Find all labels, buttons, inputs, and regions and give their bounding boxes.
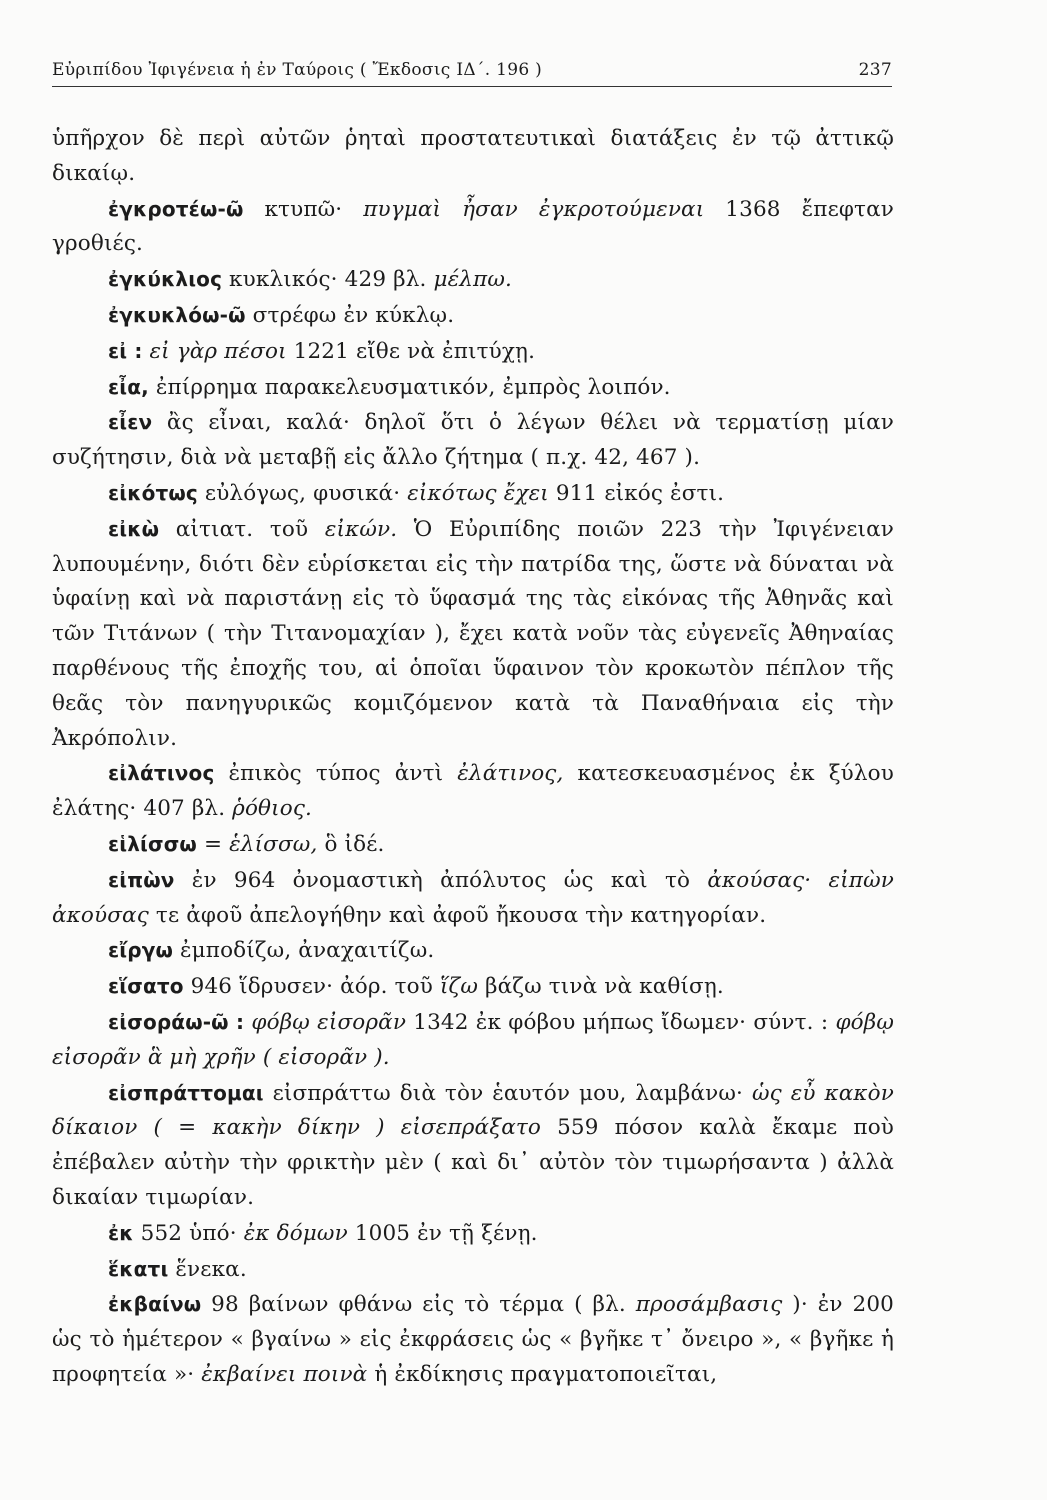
quoted-text: εἰ γὰρ πέσοι bbox=[149, 338, 287, 364]
quoted-text: προσάμβασις bbox=[635, 1292, 783, 1318]
entry-text: ἂς εἶναι, καλά· δηλοῖ ὅτι ὁ λέγων θέλει νὰ τερματίσῃ μίαν συζήτησιν, διὰ νὰ μεταβῇ εἰς ἄλλο ζήτημα ( π.χ. 42, 467 ). bbox=[52, 410, 894, 471]
quoted-text: φόβῳ εἰσορᾶν bbox=[251, 1009, 407, 1035]
quoted-text: ῥόθιος. bbox=[232, 796, 312, 822]
entry-headword: εἰπὼν bbox=[108, 867, 175, 892]
page-number: 237 bbox=[858, 60, 892, 80]
entry-text: ἐν 964 ὀνομαστικὴ ἀπόλυτος ὡς καὶ τὸ bbox=[174, 867, 708, 893]
header-title: Εὐριπίδου Ἰφιγένεια ἡ ἐν Ταύροις ( Ἔκδοσις ΙΔ΄. 196 ) bbox=[52, 60, 543, 80]
entry-headword: εἴργω bbox=[108, 938, 173, 963]
dictionary-entry bbox=[52, 405, 894, 476]
entry-text: ὑπῆρχον δὲ περὶ αὐτῶν ῥηταὶ προστατευτικαὶ διατάξεις ἐν τῷ ἀττικῷ δικαίῳ. bbox=[52, 126, 894, 186]
dictionary-entry bbox=[52, 1287, 894, 1392]
running-header bbox=[52, 56, 892, 87]
entry-headword: ἐκ bbox=[108, 1220, 134, 1245]
entry-headword: εἵσατο bbox=[108, 974, 184, 999]
continuation-paragraph bbox=[52, 122, 894, 192]
dictionary-entry bbox=[52, 1076, 894, 1216]
entry-text: ἐμποδίζω, ἀναχαιτίζω. bbox=[173, 938, 435, 964]
entry-headword: εἶα, bbox=[108, 374, 149, 399]
entry-headword: εἰλάτινος bbox=[108, 761, 215, 786]
quoted-text: μέλπω. bbox=[433, 267, 512, 293]
entry-headword: ἐκβαίνω bbox=[108, 1292, 202, 1317]
entry-text: 1368 ἔπεφταν γροθιές. bbox=[52, 196, 894, 257]
entry-headword: ἕκατι bbox=[108, 1256, 169, 1281]
dictionary-entry bbox=[52, 1252, 894, 1288]
dictionary-entry bbox=[52, 863, 894, 934]
entry-text: 559 πόσον καλὰ ἔκαμε ποὺ ἐπέβαλεν αὐτὴν τὴν φρικτὴν μὲν ( καὶ δι᾽ αὐτὸν τὸν τιμωρήσαντα ) ἀλλὰ δικαίαν τιμωρίαν. bbox=[52, 1115, 895, 1210]
dictionary-entry bbox=[52, 933, 894, 969]
entry-headword: εἰ : bbox=[108, 338, 143, 363]
dictionary-entry bbox=[52, 298, 894, 334]
quoted-text: ἐλάτινος, bbox=[457, 761, 564, 787]
entry-text: βάζω τινὰ νὰ καθίσῃ. bbox=[478, 974, 724, 1000]
dictionary-text bbox=[52, 122, 894, 1393]
entry-text: στρέφω ἐν κύκλῳ. bbox=[245, 302, 455, 328]
entry-text: 98 βαίνων φθάνω εἰς τὸ τέρμα ( βλ. bbox=[201, 1292, 636, 1318]
entry-headword: εἶεν bbox=[108, 410, 153, 435]
dictionary-entry bbox=[52, 512, 894, 757]
quoted-text: ἵζω bbox=[439, 974, 479, 1000]
entry-text: 552 ὑπό· bbox=[133, 1220, 244, 1246]
quoted-text: εἰκότως ἔχει bbox=[407, 480, 549, 506]
entry-text: ὃ ἰδέ. bbox=[317, 831, 385, 857]
quoted-text: πυγμαὶ ἦσαν ἐγκροτούμεναι bbox=[363, 196, 705, 222]
dictionary-entry bbox=[52, 334, 894, 370]
entry-text: 1005 ἐν τῇ ξένῃ. bbox=[347, 1220, 538, 1246]
quoted-text: ὡς εὖ κακὸν δίκαιον ( = κακὴν δίκην ) εἰσεπράξατο bbox=[52, 1080, 894, 1141]
dictionary-entry bbox=[52, 370, 894, 406]
dictionary-entry bbox=[52, 1216, 894, 1252]
dictionary-entry bbox=[52, 827, 894, 863]
entry-text: κυκλικός· 429 βλ. bbox=[222, 267, 434, 293]
entry-text: )· ἐν 200 ὡς τὸ ἡμέτερον « βγαίνω » εἰς ἐκφράσεις ὡς « βγῆκε τ᾽ ὄνειρο », « βγῆκε ἡ προφητεία »· bbox=[52, 1292, 895, 1387]
entry-headword: ἐγκυκλόω-ῶ bbox=[108, 302, 246, 327]
entry-text: τε ἀφοῦ ἀπελογήθην καὶ ἀφοῦ ἤκουσα τὴν κατηγορίαν. bbox=[148, 902, 767, 928]
entry-text: αἰτιατ. τοῦ bbox=[159, 516, 325, 542]
dictionary-entry bbox=[52, 756, 894, 827]
entry-text: Ὁ Εὐριπίδης ποιῶν 223 τὴν Ἰφιγένειαν λυπουμένην, διότι δὲν εὑρίσκεται εἰς τὴν πατρίδα της, ὥστε νὰ δύναται νὰ ὑφαίνῃ καὶ νὰ παριστάνῃ εἰς τὸ ὕφασμά της τὰς εἰκόνας τῆς Ἀθηνᾶς καὶ τῶν Τιτάνων ( τὴν Τιτανομαχίαν ), ἔχει κατὰ νοῦν τὰς εὐγενεῖς Ἀθηναίας παρθένους τῆς ἐποχῆς του, αἱ ὁποῖαι ὕφαινον τὸν κροκωτὸν πέπλον τῆς θεᾶς τὸν πανηγυρικῶς κομιζόμενον κατὰ τὰ Παναθήναια εἰς τὴν Ἀκρόπολιν. bbox=[52, 516, 894, 751]
entry-text: ἡ ἐκδίκησις πραγματοποιεῖται, bbox=[367, 1361, 718, 1387]
quoted-text: ἐκ δόμων bbox=[243, 1220, 348, 1246]
entry-headword: εἰκότως bbox=[108, 480, 198, 505]
entry-headword: εἰσπράττομαι bbox=[108, 1080, 264, 1105]
dictionary-entry bbox=[52, 262, 894, 298]
entry-text: 946 ἵδρυσεν· ἀόρ. τοῦ bbox=[183, 974, 440, 1000]
quoted-text: φόβῳ εἰσορᾶν ἃ μὴ χρῆν ( εἰσορᾶν ). bbox=[52, 1009, 895, 1070]
entry-text: κτυπῶ· bbox=[243, 196, 364, 222]
entry-text: κατεσκευασμένος ἐκ ξύλου ἐλάτης· 407 βλ. bbox=[52, 761, 894, 822]
entry-headword: εἰσοράω-ῶ : bbox=[108, 1009, 245, 1034]
entry-headword: ἐγκύκλιος bbox=[108, 267, 223, 292]
entry-text: 1342 ἐκ φόβου μήπως ἴδωμεν· σύντ. : bbox=[406, 1009, 836, 1035]
entry-text: ἐπικὸς τύπος ἀντὶ bbox=[214, 761, 458, 787]
entry-text: 1221 εἴθε νὰ ἐπιτύχῃ. bbox=[286, 338, 536, 364]
dictionary-entry bbox=[52, 1005, 894, 1076]
entry-text: εὐλόγως, φυσικά· bbox=[197, 480, 408, 506]
entry-text: ἐπίρρημα παρακελευσματικόν, ἐμπρὸς λοιπόν. bbox=[148, 374, 671, 400]
entry-text: 911 εἰκός ἐστι. bbox=[548, 480, 725, 506]
entry-headword: εἱλίσσω bbox=[108, 831, 197, 856]
quoted-text: εἰκών. bbox=[324, 516, 398, 542]
quoted-text: ἀκούσας· εἰπὼν ἀκούσας bbox=[52, 867, 894, 928]
entry-headword: ἐγκροτέω-ῶ bbox=[108, 196, 244, 221]
quoted-text: ἐκβαίνει ποινὰ bbox=[201, 1361, 368, 1387]
entry-text: ἕνεκα. bbox=[168, 1256, 247, 1282]
entry-headword: εἰκὼ bbox=[108, 516, 160, 541]
dictionary-entry bbox=[52, 476, 894, 512]
quoted-text: ἑλίσσω, bbox=[229, 831, 318, 857]
dictionary-entry bbox=[52, 192, 894, 263]
entry-text: εἰσπράττω διὰ τὸν ἑαυτόν μου, λαμβάνω· bbox=[263, 1080, 752, 1106]
dictionary-entry bbox=[52, 969, 894, 1005]
entry-text: = bbox=[196, 831, 230, 857]
